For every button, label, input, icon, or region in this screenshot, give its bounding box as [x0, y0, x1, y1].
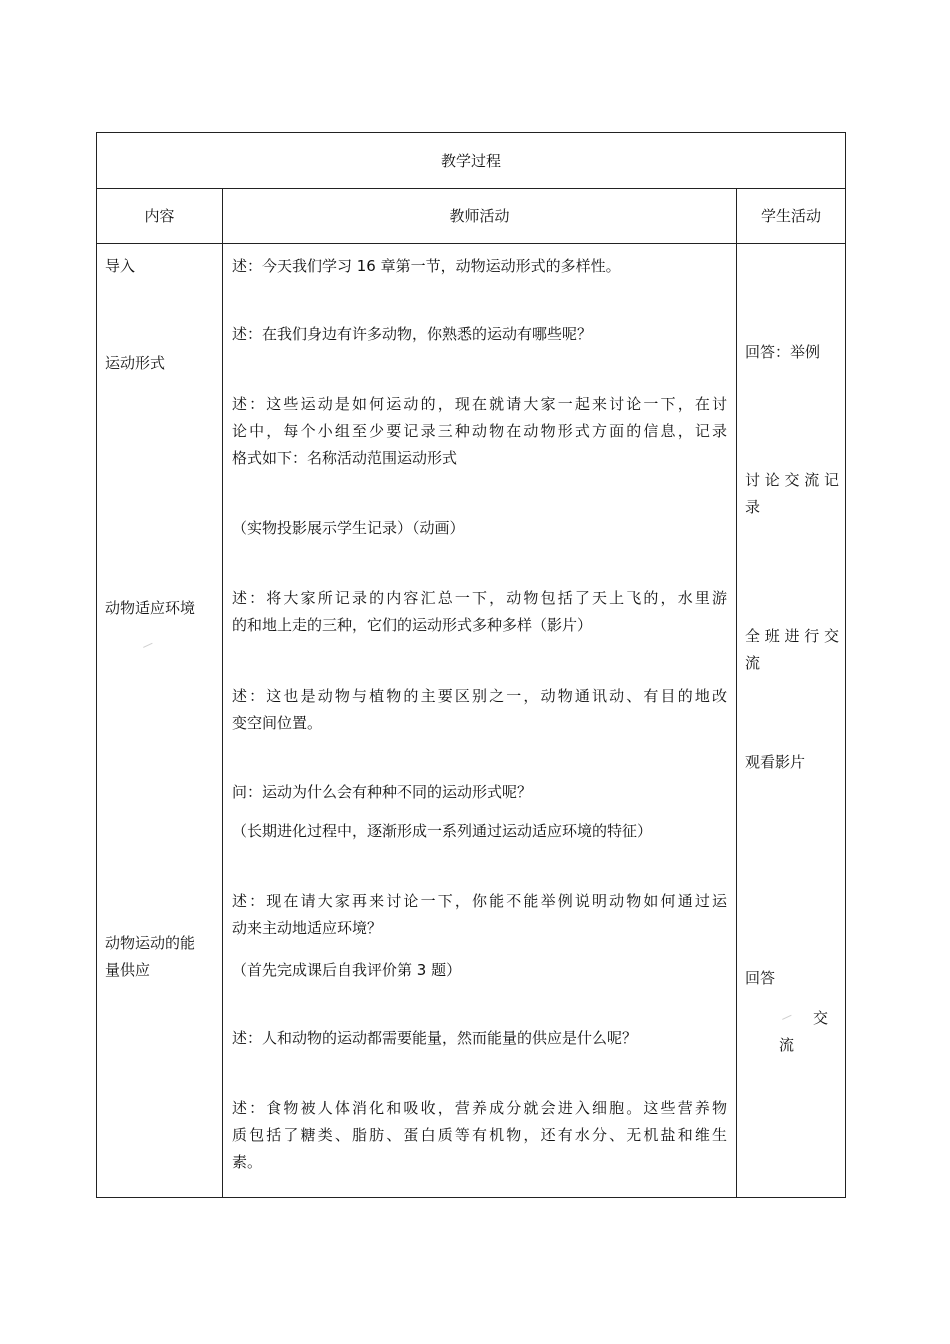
header-teacher-label: 教师活动 — [449, 207, 510, 225]
content-adapt-environment: 动物适应环境 — [105, 599, 196, 617]
table-title — [97, 133, 845, 189]
header-content — [97, 188, 222, 243]
student-s3-line-1: 全班进行交 — [745, 627, 839, 645]
teacher-p11: 述：人和动物的运动都需要能量，然而能量的供应是什么呢？ — [232, 1029, 638, 1047]
teacher-p12-line-1: 述：食物被人体消化和吸收，营养成分就会进入细胞。这些营养物 — [232, 1099, 727, 1117]
content-energy-line-2: 量供应 — [105, 961, 151, 979]
teacher-p8: （长期进化过程中，逐渐形成一系列通过运动适应环境的特征） — [232, 822, 653, 840]
column-divider-2 — [736, 188, 737, 1197]
student-s3-line-2: 流 — [745, 654, 761, 672]
teacher-p3-line-2: 论中，每个小组至少要记录三种动物在动物形式方面的信息，记录 — [232, 422, 727, 440]
student-s2-line-2: 录 — [745, 498, 761, 516]
teacher-p2: 述：在我们身边有许多动物，你熟悉的运动有哪些呢？ — [232, 325, 593, 343]
student-s2-line-1: 讨论交流记 — [745, 471, 839, 489]
content-motion-forms: 运动形式 — [105, 354, 166, 372]
teacher-p1: 述：今天我们学习 16 章第一节，动物运动形式的多样性。 — [232, 257, 621, 275]
student-s1: 回答：举例 — [745, 343, 821, 361]
teacher-p6-line-2: 变空间位置。 — [232, 714, 323, 732]
teacher-p3-line-1: 述：这些运动是如何运动的，现在就请大家一起来讨论一下，在讨 — [232, 395, 727, 413]
header-student — [737, 188, 845, 243]
faint-tick-mark — [141, 639, 152, 648]
content-intro: 导入 — [105, 257, 136, 275]
header-student-label: 学生活动 — [760, 207, 821, 225]
teaching-process-table — [96, 132, 846, 1198]
header-teacher — [223, 188, 736, 243]
column-divider-1 — [222, 188, 223, 1197]
teacher-p5-line-1: 述：将大家所记录的内容汇总一下，动物包括了天上飞的，水里游 — [232, 589, 727, 607]
teacher-p3-line-3: 格式如下：名称活动范围运动形式 — [232, 449, 458, 467]
student-s5: 回答 — [745, 969, 776, 987]
teacher-p10: （首先完成课后自我评价第 3 题） — [232, 961, 462, 979]
teacher-p12-line-3: 素。 — [232, 1153, 263, 1171]
teacher-p12-line-2: 质包括了糖类、脂肪、蛋白质等有机物，还有水分、无机盐和维生 — [232, 1126, 727, 1144]
faint-tick-mark — [780, 1011, 791, 1020]
teacher-p5-line-2: 的和地上走的三种，它们的运动形式多种多样（影片） — [232, 616, 593, 634]
teacher-p4: （实物投影展示学生记录）（动画） — [232, 519, 465, 537]
teacher-p9-line-2: 动来主动地适应环境？ — [232, 919, 383, 937]
student-s6-a: 交 — [813, 1009, 829, 1027]
teacher-p9-line-1: 述：现在请大家再来讨论一下，你能不能举例说明动物如何通过运 — [232, 892, 727, 910]
student-s6-b: 流 — [779, 1036, 795, 1054]
teacher-p6-line-1: 述：这也是动物与植物的主要区别之一，动物通讯动、有目的地改 — [232, 687, 727, 705]
student-s4: 观看影片 — [745, 753, 806, 771]
teacher-p7: 问：运动为什么会有种种不同的运动形式呢？ — [232, 783, 533, 801]
header-content-label: 内容 — [144, 207, 175, 225]
table-header-row — [97, 188, 845, 244]
table-title-text: 教学过程 — [440, 152, 501, 170]
content-energy-line-1: 动物运动的能 — [105, 934, 196, 952]
